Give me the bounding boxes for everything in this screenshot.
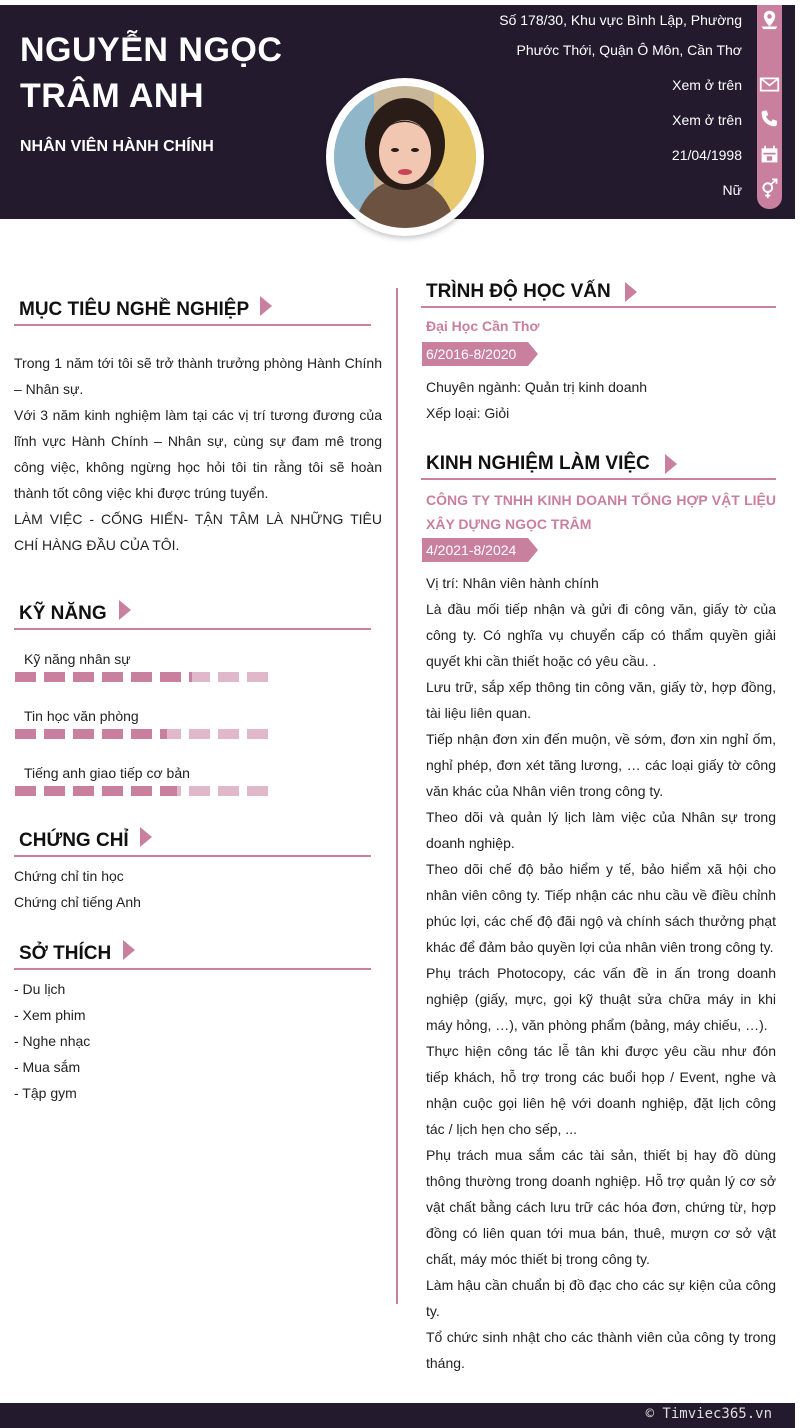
skill-segment [160, 786, 181, 796]
objective-title: MỤC TIÊU NGHỀ NGHIỆP [19, 299, 250, 320]
objective-text [14, 350, 382, 558]
objective-heading [14, 296, 371, 326]
skill-segment-fill [189, 672, 192, 682]
section-arrow-icon [664, 454, 678, 474]
section-arrow-icon [122, 940, 136, 960]
experience-paragraph: Là đầu mối tiếp nhận và gửi đi công văn, giấy tờ của công ty. Có nghĩa vụ chuyển cấp có thẩm quyền giải quyết khi cần thiết hoặc có yêu cầu. . [426, 601, 776, 669]
certificates-heading [14, 827, 371, 857]
skill-segment [189, 729, 210, 739]
skill-segment [131, 729, 152, 739]
skill-segment-fill [131, 729, 152, 739]
skill-segment [44, 729, 65, 739]
experience-period-badge: 4/2021-8/2024 [422, 538, 528, 562]
education-grade: Xếp loại: Giỏi [426, 405, 510, 421]
avatar-photo [334, 86, 476, 228]
experience-paragraph: Theo dõi chế độ bảo hiểm y tế, bảo hiểm xã hội cho nhân viên công ty. Tiếp nhận các nhu cầu về điều chỉnh phúc lợi, các chế độ đãi ngộ và chính sách thưởng phạt khác để đảm bảo quyền lợi của nhân viên trong công ty. [426, 861, 776, 955]
calendar-icon [759, 144, 780, 165]
certificate-item: Chứng chỉ tiếng Anh [14, 894, 141, 910]
skill-segment [73, 729, 94, 739]
hobbies-title: SỞ THÍCH [19, 943, 112, 964]
skill-segment [189, 786, 210, 796]
phone-value: Xem ở trên [672, 112, 742, 128]
skill-segment [102, 672, 123, 682]
skill-segment-fill [160, 786, 177, 796]
email-value: Xem ở trên [672, 77, 742, 93]
phone-icon [759, 108, 780, 129]
experience-paragraph: Phụ trách mua sắm các tài sản, thiết bị hay đồ dùng thông thường trong doanh nghiệp. Hỗ trợ quản lý cơ sở vật chất bằng cách lưu trữ các hóa đơn, chứng từ, hợp đồng có liên quan tới mua bán, thuê, mượn cơ sở vật chất, máy móc thiết bị trong công ty. [426, 1147, 776, 1267]
experience-description [426, 570, 776, 1376]
education-period-badge: 6/2016-8/2020 [422, 342, 528, 366]
objective-paragraph: LÀM VIỆC - CỐNG HIẾN- TẬN TÂM LÀ NHỮNG TIÊU CHÍ HÀNG ĐẦU CỦA TÔI. [14, 511, 382, 553]
section-arrow-icon [259, 296, 273, 316]
experience-paragraph: Tiếp nhận đơn xin đến muộn, về sớm, đơn xin nghỉ ốm, nghỉ phép, đơn xét tăng lương, … các loại giấy tờ công văn khác của Nhân viên trong công ty. [426, 731, 776, 799]
skill-segment-fill [15, 672, 36, 682]
skill-bar [15, 786, 270, 796]
objective-paragraph: Trong 1 năm tới tôi sẽ trở thành trưởng phòng Hành Chính – Nhân sự. [14, 355, 382, 397]
skill-segment-fill [44, 729, 65, 739]
gender-value: Nữ [722, 182, 742, 198]
skill-segment [15, 672, 36, 682]
skill-segment [247, 672, 268, 682]
birthday-value: 21/04/1998 [671, 147, 742, 163]
skills-heading [14, 600, 371, 630]
skill-segment-fill [73, 786, 94, 796]
skill-segment [102, 729, 123, 739]
experience-heading [421, 450, 776, 480]
experience-title: KINH NGHIỆM LÀM VIỆC [426, 453, 650, 474]
skill-segment [131, 786, 152, 796]
experience-paragraph: Thực hiện công tác lễ tân khi được yêu cầu như đón tiếp khách, hỗ trợ trong các buổi họp / Event, nghe và nhận cuộc gọi liên hệ với doanh nghiệp, đặt lịch công tác / lịch hẹn cho sếp, ... [426, 1043, 776, 1137]
mail-icon [759, 74, 780, 95]
skill-segment-fill [15, 786, 36, 796]
experience-paragraph: Lưu trữ, sắp xếp thông tin công văn, giấy tờ, hợp đồng, tài liệu liên quan. [426, 679, 776, 721]
certificates-title: CHỨNG CHỈ [19, 830, 129, 851]
skill-segment [160, 672, 181, 682]
skill-label: Tin học văn phòng [24, 708, 139, 724]
footer-copyright: © Timviec365.vn [645, 1406, 772, 1422]
column-divider [396, 288, 398, 1304]
section-arrow-icon [139, 827, 153, 847]
skill-segment [15, 786, 36, 796]
hobby-item: - Xem phim [14, 1007, 86, 1023]
experience-paragraph: Làm hậu cần chuẩn bị đồ đạc cho các sự kiện của công ty. [426, 1277, 776, 1319]
education-title: TRÌNH ĐỘ HỌC VẤN [426, 281, 611, 302]
skill-segment [131, 672, 152, 682]
skill-segment [15, 729, 36, 739]
skill-segment-fill [102, 786, 123, 796]
skill-segment-fill [160, 729, 167, 739]
experience-paragraph: Vị trí: Nhân viên hành chính [426, 575, 599, 591]
section-arrow-icon [118, 600, 132, 620]
candidate-name: NGUYỄN NGỌC TRÂM ANH [20, 31, 283, 115]
hobby-item: - Nghe nhạc [14, 1033, 91, 1049]
skill-segment [73, 786, 94, 796]
skill-segment [218, 672, 239, 682]
education-major: Chuyên ngành: Quản trị kinh doanh [426, 379, 648, 395]
skill-segment-fill [102, 672, 123, 682]
skill-segment [73, 672, 94, 682]
experience-paragraph: Theo dõi và quản lý lịch làm việc của Nhân sự trong doanh nghiệp. [426, 809, 776, 851]
skill-segment [44, 786, 65, 796]
skills-title: KỸ NĂNG [19, 603, 107, 624]
skill-segment [218, 729, 239, 739]
hobby-item: - Tập gym [14, 1085, 77, 1101]
skill-segment [218, 786, 239, 796]
skill-segment-fill [73, 672, 94, 682]
skill-segment-fill [44, 672, 65, 682]
education-details [426, 374, 776, 426]
experience-paragraph: Tổ chức sinh nhật cho các thành viên của công ty trong tháng. [426, 1329, 776, 1371]
skill-segment-fill [131, 786, 152, 796]
skill-segment-fill [73, 729, 94, 739]
certificate-item: Chứng chỉ tin học [14, 868, 124, 884]
avatar [326, 78, 484, 236]
hobby-item: - Mua sắm [14, 1059, 81, 1075]
school-name: Đại Học Cần Thơ [426, 318, 540, 334]
objective-paragraph: Với 3 năm kinh nghiệm làm tại các vị trí tương đương của lĩnh vực Hành Chính – Nhân sự, cùng sự đam mê trong công việc, không ngừng học hỏi tôi tin rằng tôi sẽ hoàn thành tốt công việc khi được trúng tuyển. [14, 407, 382, 501]
hobby-item: - Du lịch [14, 981, 66, 997]
skill-bar [15, 672, 270, 682]
skill-segment [44, 672, 65, 682]
skill-segment-fill [15, 729, 36, 739]
experience-paragraph: Phụ trách Photocopy, các vấn đề in ấn trong doanh nghiệp (giấy, mực, gọi kỹ thuật sửa chữa máy in khi máy hỏng, …), văn phòng phẩm (bảng, máy chiếu, …). [426, 965, 776, 1033]
footer [0, 1403, 795, 1428]
gender-icon [759, 178, 780, 199]
skill-segment [160, 729, 181, 739]
skill-segment [247, 786, 268, 796]
skill-segment [247, 729, 268, 739]
skill-bar [15, 729, 270, 739]
location-icon [759, 9, 780, 30]
skill-label: Tiếng anh giao tiếp cơ bản [24, 765, 190, 781]
address-line-1: Số 178/30, Khu vực Bình Lập, Phường [499, 12, 742, 28]
skill-segment [102, 786, 123, 796]
skill-segment-fill [131, 672, 152, 682]
skill-label: Kỹ năng nhân sự [24, 651, 131, 667]
education-heading [421, 278, 776, 308]
company-name: CÔNG TY TNHH KINH DOANH TỔNG HỢP VẬT LIỆU XÂY DỰNG NGỌC TRÂM [426, 492, 776, 532]
section-arrow-icon [624, 282, 638, 302]
hobbies-heading [14, 940, 371, 970]
job-title: NHÂN VIÊN HÀNH CHÍNH [20, 138, 214, 155]
skill-segment-fill [102, 729, 123, 739]
skill-segment-fill [44, 786, 65, 796]
skill-segment [189, 672, 210, 682]
skill-segment-fill [160, 672, 181, 682]
address-line-2: Phước Thới, Quận Ô Môn, Cần Thơ [516, 42, 742, 58]
